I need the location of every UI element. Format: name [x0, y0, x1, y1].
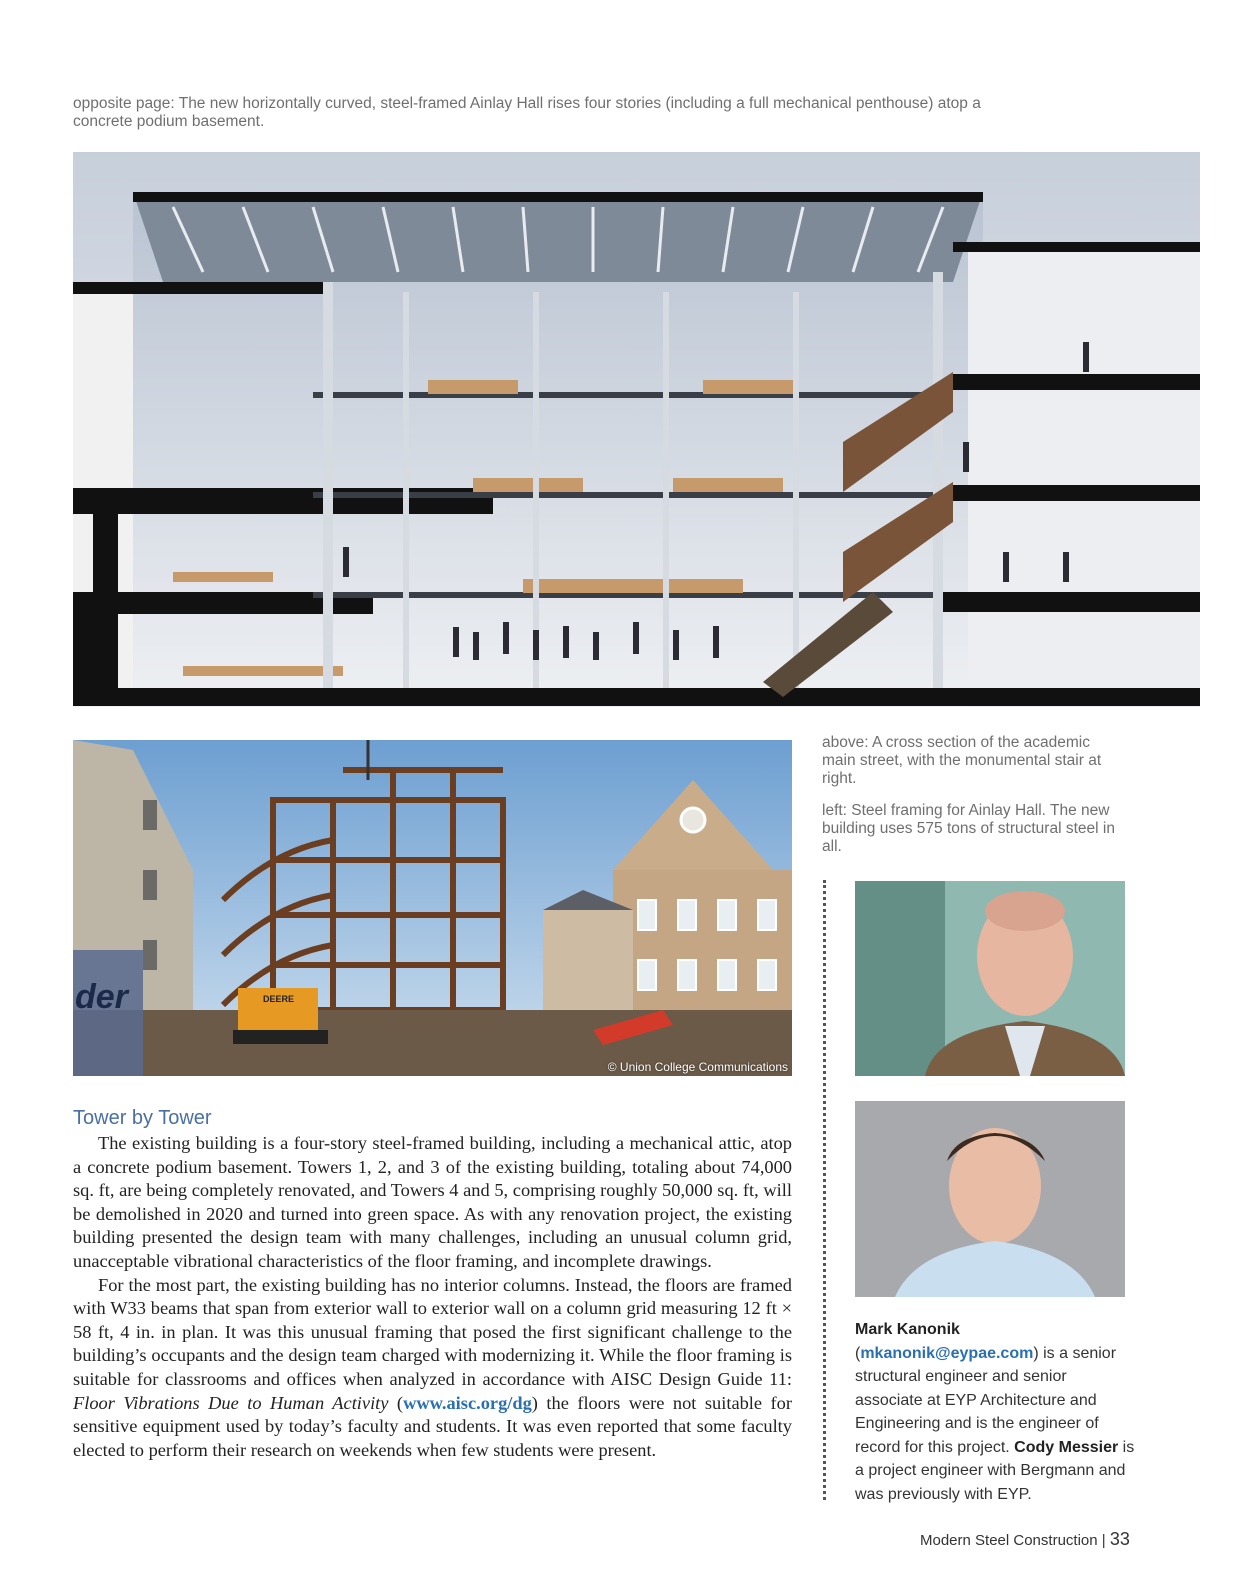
author-bio: [855, 1318, 1135, 1506]
paragraph-2-text-b: ) the floors were not suitable for sensitive equipment used by today’s faculty and students. It was even reported that some faculty elected to perform their research on weekends when few students were present.: [73, 1392, 792, 1460]
footer-separator: |: [1097, 1532, 1110, 1549]
author-email-link[interactable]: mkanonik@eypae.com: [860, 1344, 1034, 1362]
magazine-name: Modern Steel Construction: [920, 1532, 1098, 1549]
article-body: [73, 1132, 792, 1462]
author-name-2: Cody Messier: [1014, 1438, 1119, 1456]
photo-credit: © Union College Communications: [607, 1060, 788, 1074]
dotted-divider: [823, 880, 826, 1500]
page-number: 33: [1109, 1529, 1130, 1549]
hero-credit: © EYP: [1233, 813, 1257, 837]
paragraph-1: The existing building is a four-story steel-framed building, including a mechanical attic, atop a concrete podium basement. Towers 1, 2, and 3 of the existing building, totaling about 74,000 sq. ft, are being completely renovated, and Towers 4 and 5, comprising roughly 50,000 sq. ft, will be demolished in 2020 and turned into green space. As with any renovation project, the existing building presented the design team with many challenges, including an unusual column grid, unacceptable vibrational characteristics of the floor framing, and incomplete drawings.: [73, 1133, 792, 1271]
paragraph-2: [73, 1274, 792, 1463]
caption-left: left: Steel framing for Ainlay Hall. The new building uses 575 tons of structural steel in all.: [822, 802, 1115, 855]
top-caption: opposite page: The new horizontally curved, steel-framed Ainlay Hall rises four stories (including a full mechanical penthouse) atop a concrete podium basement.: [73, 95, 981, 130]
paragraph-2-text-a: For the most part, the existing building has no interior columns. Instead, the floors are framed with W33 beams that span from exterior wall to exterior wall on a column grid measuring 12 ft × 58 ft, 4 in. in plan. It was this unusual framing that posed the first significant challenge to the building’s occupants and the design team charged with modernizing it. While the floor framing is suitable for classrooms and offices when analyzed in accordance with AISC Design Guide 11:: [73, 1274, 792, 1389]
page-footer: [920, 1529, 1130, 1550]
excavator-label: DEERE: [263, 994, 295, 1004]
section-heading: Tower by Tower: [73, 1107, 212, 1129]
bio-paren: (: [855, 1344, 861, 1362]
bio-text-1: ) is a senior structural engineer and senior associate at EYP Architecture and Engineering and is the engineer of record for this project.: [855, 1344, 1117, 1456]
design-guide-title: Floor Vibrations Due to Human Activity: [73, 1392, 389, 1413]
portrait-mark-kanonik: [855, 881, 1125, 1076]
steel-framing-photo: [73, 740, 792, 1076]
portrait-cody-messier: [855, 1101, 1125, 1297]
caption-above: above: A cross section of the academic main street, with the monumental stair at right.: [822, 734, 1102, 787]
fence-sign-text: der: [75, 978, 128, 1016]
aisc-link[interactable]: www.aisc.org/dg: [403, 1392, 532, 1413]
author-name-1: Mark Kanonik: [855, 1321, 960, 1338]
paragraph-2-paren: (: [388, 1392, 404, 1413]
bio-text-2: is a project engineer with Bergmann and was previously with EYP.: [855, 1438, 1135, 1503]
